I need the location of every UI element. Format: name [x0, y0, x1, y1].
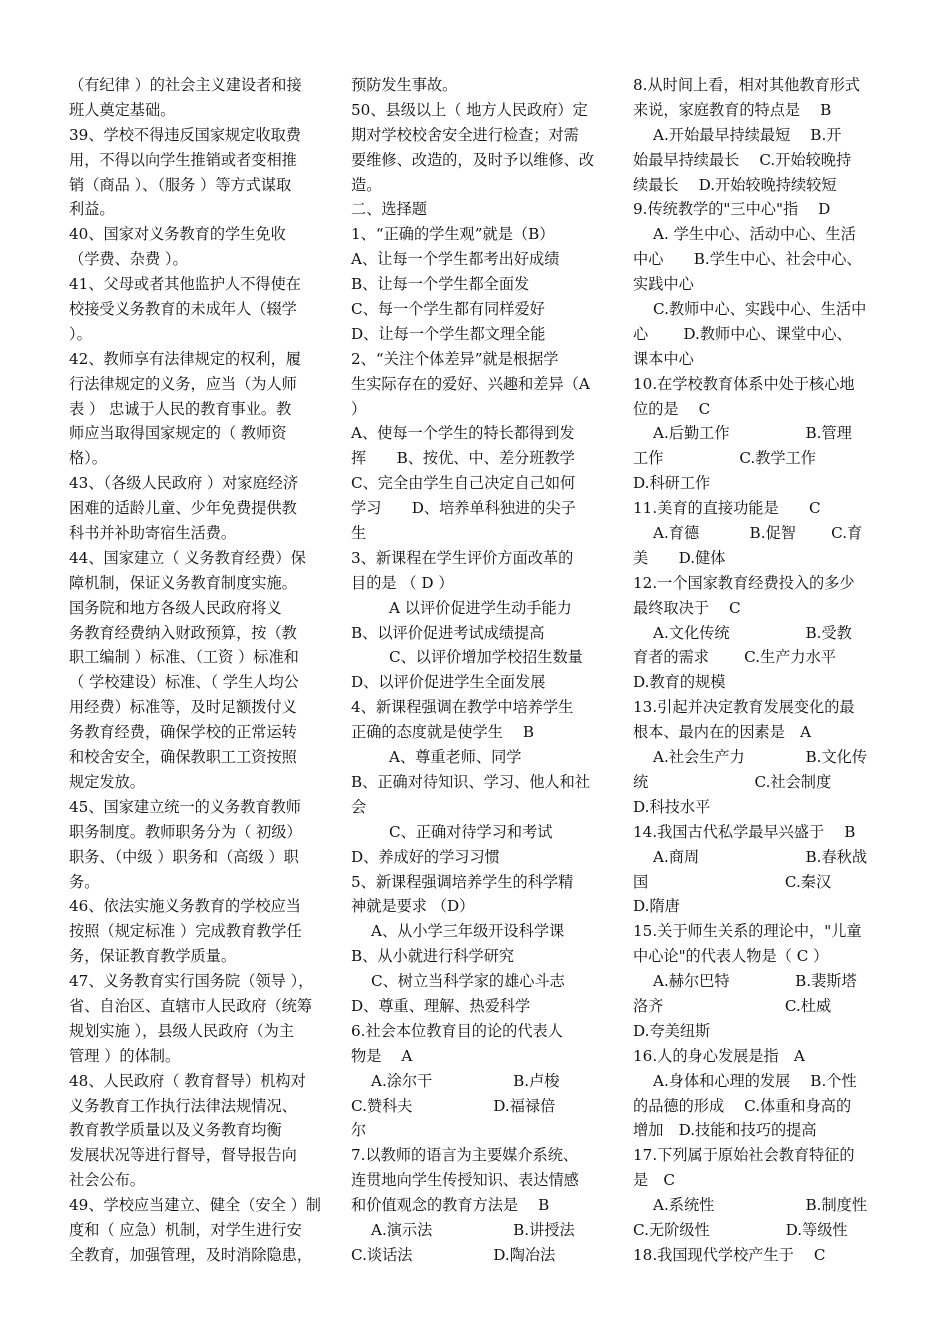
- text-line: 45、国家建立统一的义务教育教师: [69, 797, 301, 816]
- text-line: 15.关于师生关系的理论中，"儿童: [633, 922, 862, 941]
- text-line: 务，保证教育教学质量。: [69, 947, 237, 966]
- text-line: C、正确对待学习和考试: [389, 822, 553, 841]
- text-line: 6.社会本位教育目的论的代表人: [351, 1021, 563, 1040]
- text-line: 职务、（中级 ）职务和（高级 ）职: [69, 847, 299, 866]
- text-line: 育者的需求 C.生产力水平: [633, 648, 836, 667]
- text-line: C.谈话法 D.陶冶法: [351, 1245, 556, 1264]
- text-line: 全教育，加强管理，及时消除隐患，: [69, 1245, 312, 1264]
- text-line: ）: [351, 399, 367, 418]
- text-line: 47、义务教育实行国务院（领导 ），: [69, 972, 314, 991]
- text-line: 46、依法实施义务教育的学校应当: [69, 897, 301, 916]
- text-line: 心 D.教师中心、课堂中心、: [633, 324, 852, 343]
- text-line: 49、学校应当建立、健全（安全 ）制: [69, 1196, 321, 1215]
- text-line: 50、县级以上（ 地方人民政府）定: [351, 100, 588, 119]
- text-line: 二、选择题: [351, 200, 427, 219]
- text-line: 造。: [351, 175, 382, 194]
- text-line: 48、人民政府（ 教育督导）机构对: [69, 1071, 306, 1090]
- text-column-middle: [351, 73, 601, 1268]
- text-line: 会: [351, 797, 367, 816]
- text-line: 目的是 （ D ）: [351, 573, 454, 592]
- text-line: A.开始最早持续最短 B.开: [653, 125, 842, 144]
- text-column-left: [69, 73, 324, 1268]
- text-line: 和校舍安全，确保教职工工资按照: [69, 748, 297, 767]
- text-line: A.系统性 B.制度性: [653, 1196, 868, 1215]
- text-line: 规划实施 ），县级人民政府（为主: [69, 1021, 295, 1040]
- text-line: C、树立当科学家的雄心斗志: [371, 972, 565, 991]
- text-line: 表 ） 忠诚于人民的教育事业。教: [69, 399, 292, 418]
- text-line: C.无阶级性 D.等级性: [633, 1220, 848, 1239]
- text-line: 务教育经费，确保学校的正常运转: [69, 723, 297, 742]
- text-line: （有纪律 ）的社会主义建设者和接: [69, 76, 302, 94]
- text-line: A. 学生中心、活动中心、生活: [653, 225, 856, 244]
- text-line: 41、父母或者其他监护人不得使在: [69, 275, 301, 294]
- text-line: A、从小学三年级开设科学课: [371, 922, 565, 941]
- text-line: A.涂尔干 B.卢梭: [371, 1071, 560, 1090]
- text-line: 14.我国古代私学最早兴盛于 B: [633, 822, 856, 841]
- text-line: 18.我国现代学校产生于 C: [633, 1245, 826, 1264]
- text-column-right: [633, 73, 885, 1268]
- text-line: A.文化传统 B.受教: [653, 623, 852, 642]
- text-line: 教育教学质量以及义务教育均衡: [69, 1121, 282, 1140]
- text-line: 中心 B.学生中心、社会中心、: [633, 250, 862, 269]
- text-line: 务。: [69, 872, 100, 891]
- text-line: D.夸美纽斯: [633, 1021, 711, 1040]
- text-line: D.隋唐: [633, 897, 680, 916]
- text-line: 43、（各级人民政府 ）对家庭经济: [69, 474, 299, 493]
- text-line: 10.在学校教育体系中处于核心地: [633, 374, 855, 393]
- text-line: 7.以教师的语言为主要媒介系统、: [351, 1146, 579, 1165]
- text-line: 统 C.社会制度: [633, 772, 832, 791]
- text-line: 尔: [351, 1121, 367, 1140]
- text-line: B、以评价促进考试成绩提高: [351, 623, 545, 642]
- text-line: 挥 B、按优、中、差分班教学: [351, 449, 575, 468]
- text-line: 位的是 C: [633, 399, 711, 418]
- text-line: 是 C: [633, 1171, 675, 1190]
- text-line: C、以评价增加学校招生数量: [389, 648, 583, 667]
- text-line: 科书并补助寄宿生活费。: [69, 524, 237, 543]
- text-line: 44、国家建立（ 义务教育经费）保: [69, 548, 306, 567]
- text-line: （学费、杂费 ）。: [69, 250, 188, 269]
- text-line: D.科研工作: [633, 474, 711, 493]
- text-line: 发展状况等进行督导，督导报告向: [69, 1146, 297, 1165]
- text-line: 职工编制 ）标准、（工资 ）标准和: [69, 648, 299, 667]
- text-line: 的品德的形成 C.体重和身高的: [633, 1096, 852, 1115]
- text-line: 管理 ）的体制。: [69, 1046, 181, 1065]
- text-line: 格）。: [69, 449, 107, 468]
- text-line: 洛齐 C.杜威: [633, 996, 832, 1015]
- text-line: 困难的适龄儿童、少年免费提供教: [69, 499, 297, 518]
- text-line: 42、教师享有法律规定的权利，履: [69, 349, 301, 368]
- text-line: 12.一个国家教育经费投入的多少: [633, 573, 855, 592]
- text-line: 9.传统教学的"三中心"指 D: [633, 200, 831, 219]
- text-line: 班人奠定基础。: [69, 100, 176, 119]
- text-line: 利益。: [69, 200, 115, 219]
- text-line: 国 C.秦汉: [633, 872, 832, 891]
- text-line: 5、新课程强调培养学生的科学精: [351, 872, 574, 891]
- text-line: 行法律规定的义务，应当（为人师: [69, 374, 297, 393]
- text-line: 中心论"的代表人物是（ C ）: [633, 947, 829, 966]
- text-line: 4、新课程强调在教学中培养学生: [351, 698, 574, 717]
- text-line: A 以评价促进学生动手能力: [389, 598, 572, 617]
- text-line: 师应当取得国家规定的（ 教师资: [69, 424, 287, 443]
- text-line: B、从小就进行科学研究: [351, 947, 515, 966]
- text-line: 3、新课程在学生评价方面改革的: [351, 548, 574, 567]
- text-line: 来说，家庭教育的特点是 B: [633, 100, 832, 119]
- text-line: 工作 C.教学工作: [633, 449, 816, 468]
- text-line: 16.人的身心发展是指 A: [633, 1046, 805, 1065]
- text-line: A、使每一个学生的特长都得到发: [351, 424, 575, 443]
- text-line: A、让每一个学生都考出好成绩: [351, 250, 560, 269]
- text-line: D.科技水平: [633, 797, 711, 816]
- text-line: 障机制，保证义务教育制度实施。: [69, 573, 297, 592]
- text-line: A.身体和心理的发展 B.个性: [653, 1071, 857, 1090]
- text-line: D、尊重、理解、热爱科学: [351, 996, 531, 1015]
- text-line: 17.下列属于原始社会教育特征的: [633, 1146, 855, 1165]
- text-line: A.后勤工作 B.管理: [653, 424, 852, 443]
- text-line: 生实际存在的爱好、兴趣和差异（A: [351, 374, 590, 393]
- text-line: 2、“关注个体差异”就是根据学: [351, 349, 559, 368]
- text-line: 预防发生事故。: [351, 76, 458, 94]
- text-line: 度和（ 应急）机制，对学生进行安: [69, 1220, 302, 1239]
- text-line: D.教育的规模: [633, 673, 726, 692]
- text-line: 义务教育工作执行法律法规情况、: [69, 1096, 297, 1115]
- text-line: 校接受义务教育的未成年人（辍学: [69, 300, 297, 319]
- text-line: D、养成好的学习习惯: [351, 847, 500, 866]
- text-line: C、每一个学生都有同样爱好: [351, 300, 545, 319]
- text-line: 美 D.健体: [633, 548, 726, 567]
- text-line: 续最长 D.开始较晚持续较短: [633, 175, 837, 194]
- text-line: 40、国家对义务教育的学生免收: [69, 225, 286, 244]
- text-line: 增加 D.技能和技巧的提高: [633, 1121, 817, 1140]
- text-line: 学习 D、培养单科独进的尖子: [351, 499, 576, 518]
- text-line: A、尊重老师、同学: [389, 748, 522, 767]
- text-line: 正确的态度就是使学生 B: [351, 723, 535, 742]
- text-line: 神就是要求 （D）: [351, 897, 475, 916]
- text-line: 根本、最内在的因素是 A: [633, 723, 812, 742]
- text-line: 要维修、改造的，及时予以维修、改: [351, 150, 594, 169]
- text-line: 物是 A: [351, 1046, 413, 1065]
- text-line: 用，不得以向学生推销或者变相推: [69, 150, 297, 169]
- text-line: 1、“正确的学生观”就是（B）: [351, 225, 555, 244]
- text-line: A.育德 B.促智 C.育: [653, 524, 863, 543]
- text-line: 实践中心: [633, 275, 694, 294]
- text-line: B、让每一个学生都全面发: [351, 275, 530, 294]
- text-line: 11.美育的直接功能是 C: [633, 499, 821, 518]
- text-line: 省、自治区、直辖市人民政府（统筹: [69, 996, 312, 1015]
- text-line: 务教育经费纳入财政预算，按（教: [69, 623, 297, 642]
- text-line: 职务制度。教师职务分为（ 初级）: [69, 822, 302, 841]
- text-line: 期对学校校舍安全进行检查；对需: [351, 125, 579, 144]
- text-line: C.教师中心、实践中心、生活中: [653, 300, 867, 319]
- text-line: 课本中心: [633, 349, 694, 368]
- text-line: 国务院和地方各级人民政府将义: [69, 598, 282, 617]
- text-line: 连贯地向学生传授知识、表达情感: [351, 1171, 579, 1190]
- text-line: 始最早持续最长 C.开始较晚持: [633, 150, 852, 169]
- text-line: 最终取决于 C: [633, 598, 741, 617]
- text-line: A.社会生产力 B.文化传: [653, 748, 868, 767]
- text-line: A.演示法 B.讲授法: [371, 1220, 575, 1239]
- text-line: A.赫尔巴特 B.裴斯塔: [653, 972, 857, 991]
- text-line: （ 学校建设）标准、（ 学生人均公: [69, 673, 299, 692]
- text-line: C、完全由学生自己决定自己如何: [351, 474, 576, 493]
- text-line: 用经费）标准等，及时足额拨付义: [69, 698, 297, 717]
- text-line: D、以评价促进学生全面发展: [351, 673, 546, 692]
- text-line: 规定发放。: [69, 772, 145, 791]
- text-line: 生: [351, 524, 367, 543]
- text-line: ）。: [69, 324, 92, 343]
- text-line: D、让每一个学生都文理全能: [351, 324, 546, 343]
- text-line: 39、学校不得违反国家规定收取费: [69, 125, 301, 144]
- text-line: 按照（规定标准 ）完成教育教学任: [69, 922, 302, 941]
- text-line: 13.引起并决定教育发展变化的最: [633, 698, 855, 717]
- text-line: 8.从时间上看，相对其他教育形式: [633, 76, 861, 94]
- text-line: 和价值观念的教育方法是 B: [351, 1196, 550, 1215]
- text-line: C.赞科夫 D.福禄倍: [351, 1096, 556, 1115]
- text-line: A.商周 B.春秋战: [653, 847, 868, 866]
- text-line: 社会公布。: [69, 1171, 145, 1190]
- text-line: B、正确对待知识、学习、他人和社: [351, 772, 590, 791]
- text-line: 销（商品 ）、（服务 ）等方式谋取: [69, 175, 292, 194]
